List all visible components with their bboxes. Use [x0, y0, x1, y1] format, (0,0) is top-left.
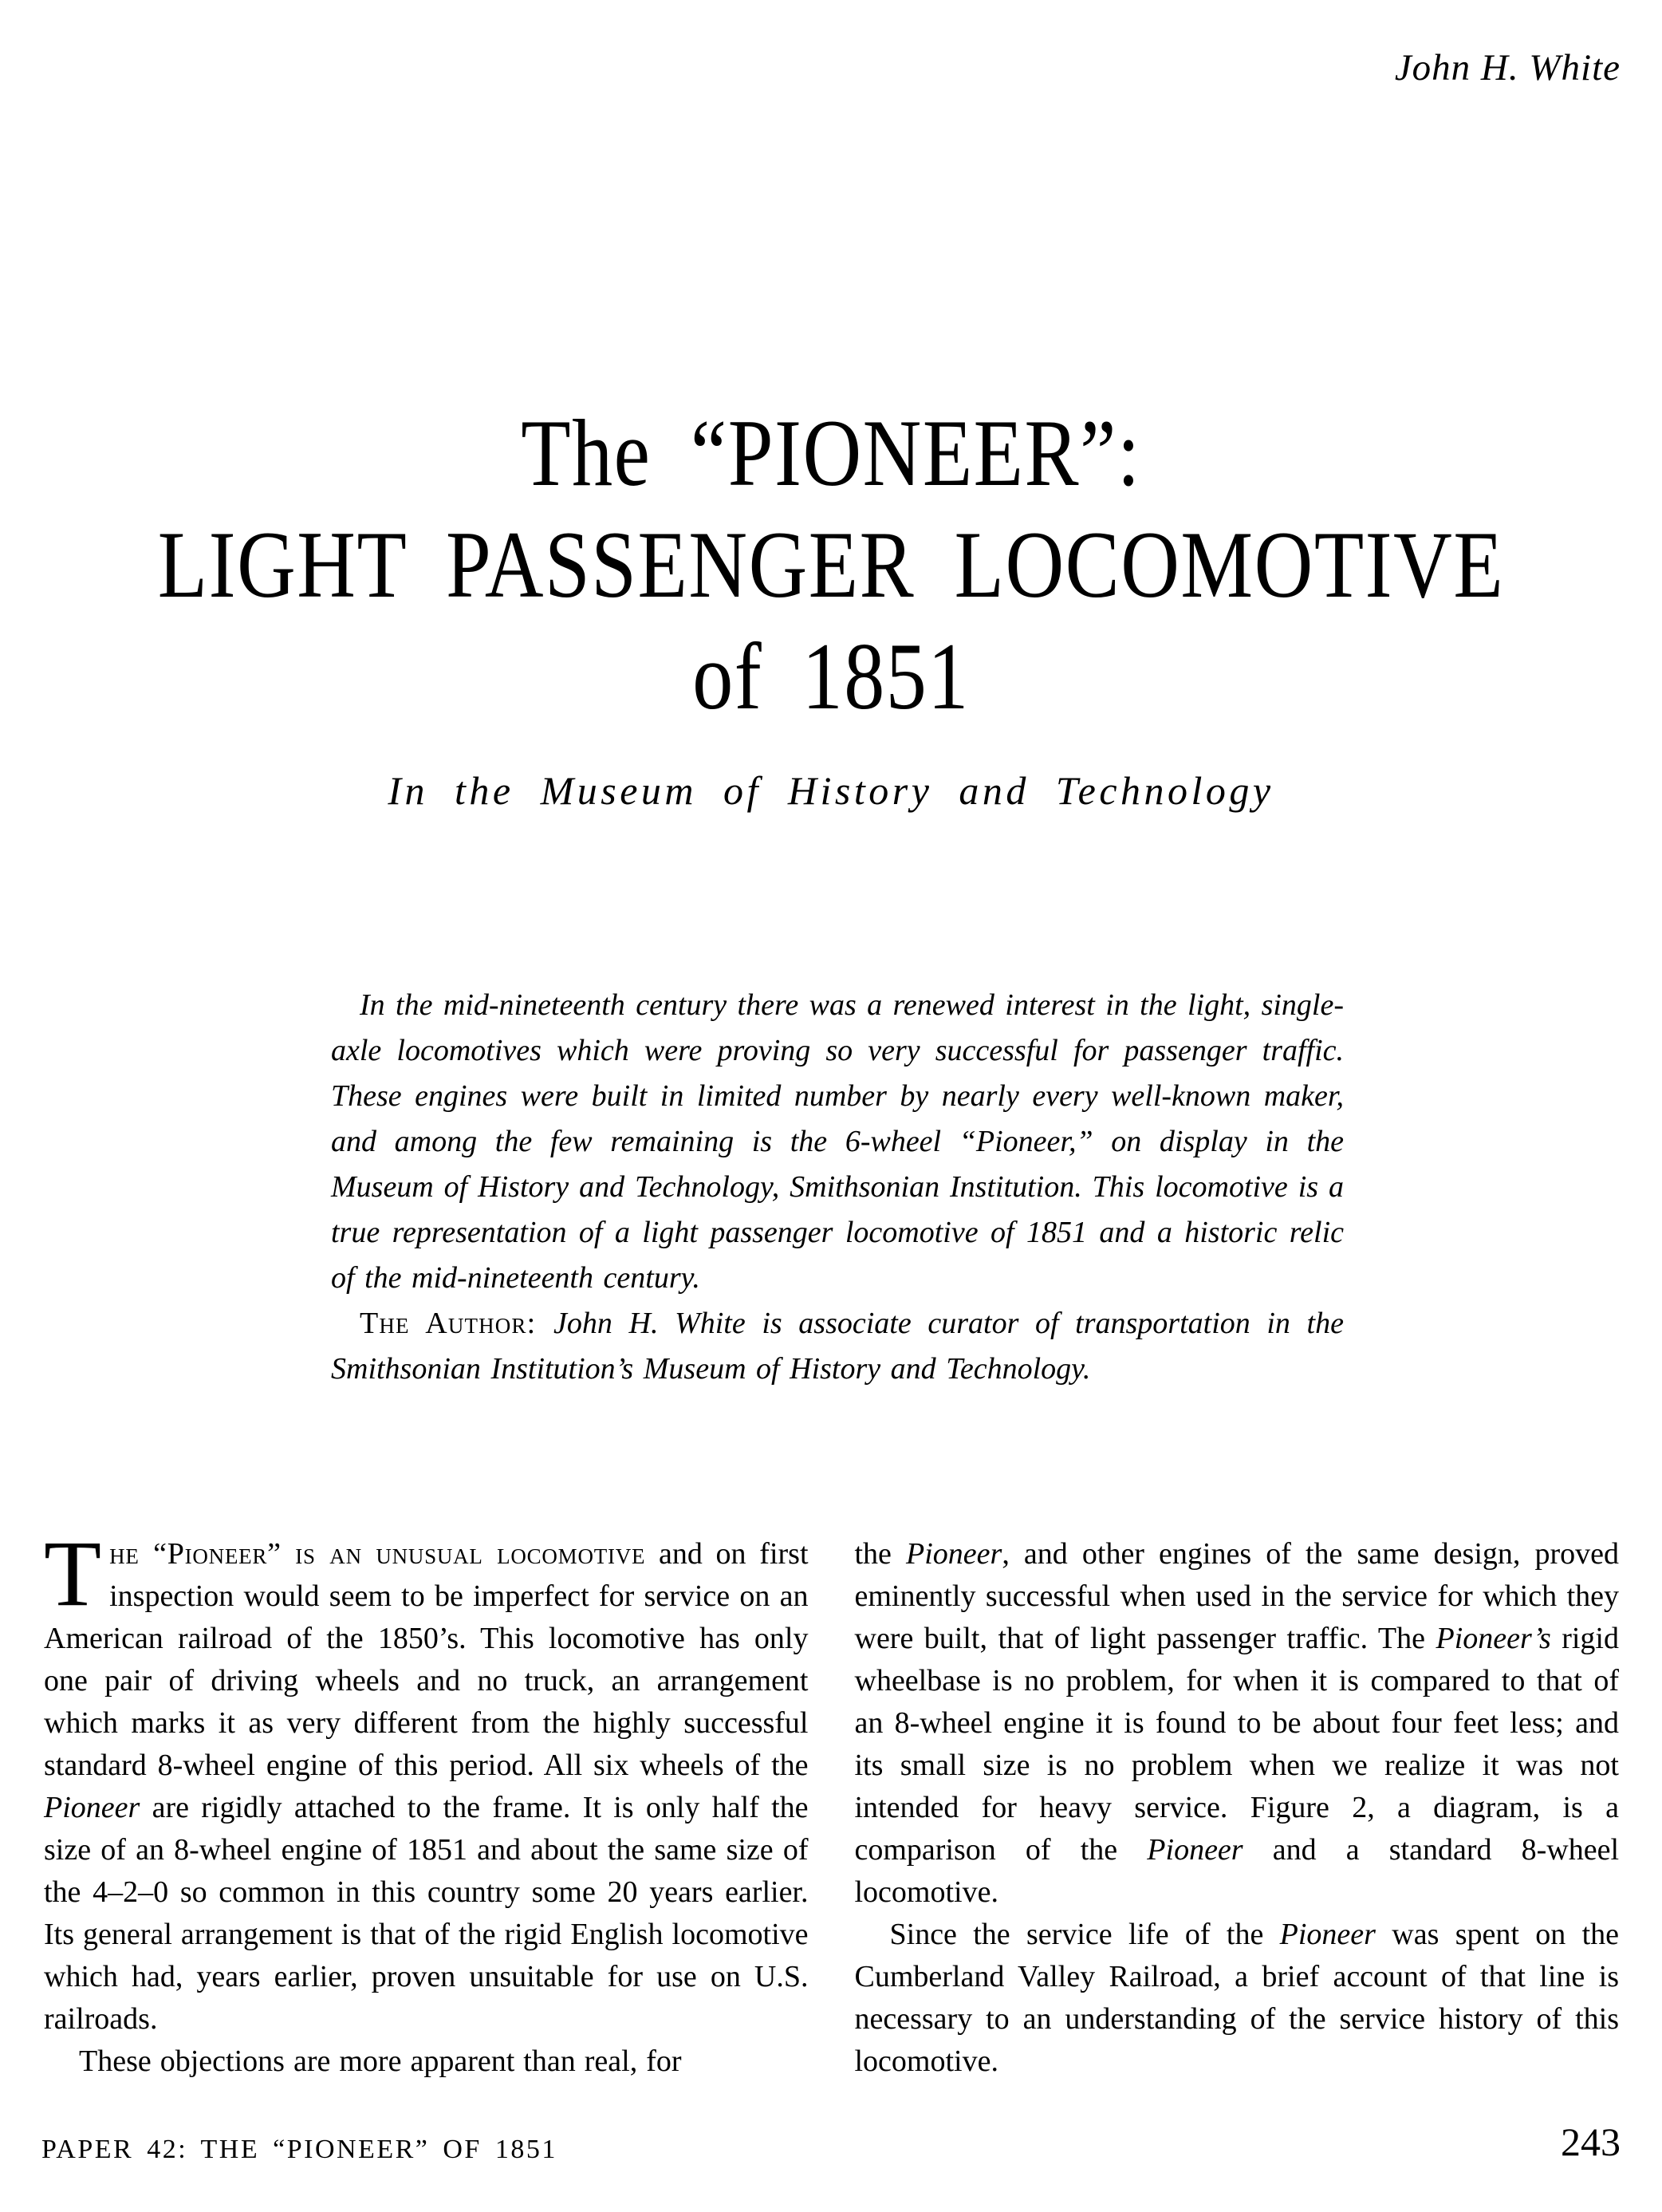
- body-paragraph-4: Since the service life of the Pioneer was spent on the Cumberland Valley Railroad, a brief account of that line is necessary to an understanding of the service history of this locomotive.: [854, 1918, 1620, 2078]
- body-columns: [44, 1521, 1620, 2083]
- page-title: [0, 397, 1662, 732]
- body-paragraph-1: The “Pioneer” is an unusual locomotive and on first inspection would seem to be imperfect for service on an American railroad of the 1850’s. This locomotive has only one pair of driving wheels and no truck, an arrangement which marks it as very different from the highly successful standard 8-wheel engine of this period. All six wheels of the Pioneer are rigidly attached to the frame. It is only half the size of an 8-wheel engine of 1851 and about the same size of the 4–2–0 so common in this country some 20 years earlier. Its general arrangement is that of the rigid English locomotive which had, years earlier, proven unsuitable for use on U.S. railroads.: [44, 1521, 809, 2036]
- subtitle: In the Museum of History and Technology: [388, 768, 1274, 813]
- title-line-2: LIGHT PASSENGER LOCOMOTIVE: [157, 511, 1505, 617]
- author-byline: John H. White: [1394, 47, 1621, 89]
- title-line-3: of 1851: [692, 623, 970, 729]
- title-line-1: The “PIONEER”:: [521, 400, 1141, 506]
- body-paragraph-2: These objections are more apparent than real, for: [79, 2044, 682, 2078]
- right-column: [855, 1533, 1620, 2083]
- page-number: 243: [1561, 2119, 1621, 2164]
- left-column: [44, 1521, 809, 2083]
- body-paragraph-3: the Pioneer, and other engines of the same design, proved eminently successful when used in the service for which they were built, that of light passenger traffic. The Pioneer’s rigid wheelbase is no problem, for when it is compared to that of an 8-wheel engine it is found to be about four feet less; and its small size is no problem when we realize it was not intended for heavy service. Figure 2, a diagram, is a comparison of the Pioneer and a standard 8-wheel locomotive.: [854, 1537, 1619, 1909]
- abstract-block: [331, 983, 1344, 1392]
- author-note-paragraph: The Author: John H. White is associate curator of transportation in the Smithsonian Institution’s Museum of History and Technology.: [331, 1307, 1344, 1386]
- running-footer: PAPER 42: THE “PIONEER” OF 1851: [41, 2135, 557, 2164]
- abstract-paragraph: In the mid-nineteenth century there was a renewed interest in the light, single-axle locomotives which were proving so very successful for passenger traffic. These engines were built in limited number by nearly every well-known maker, and among the few remaining is the 6-wheel “Pioneer,” on display in the Museum of History and Technology, Smithsonian Institution. This locomotive is a true representation of a light passenger locomotive of 1851 and a historic relic of the mid-nineteenth century.: [331, 988, 1344, 1295]
